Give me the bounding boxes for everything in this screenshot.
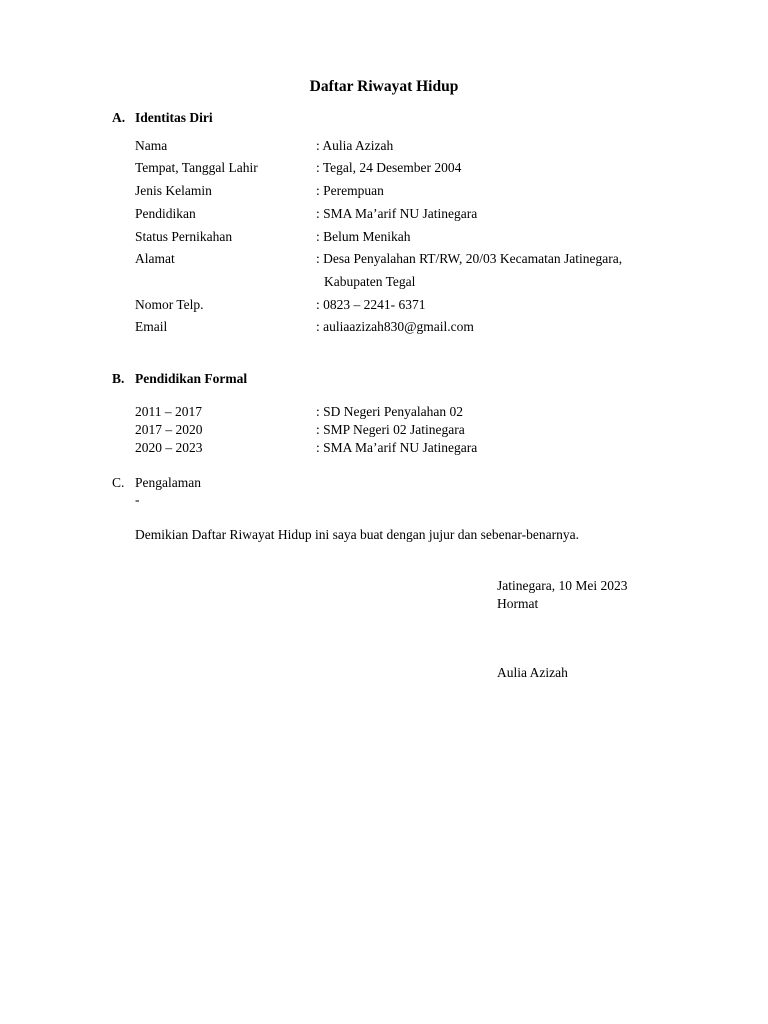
row-label: Pendidikan — [135, 206, 196, 221]
row-label: Email — [135, 319, 168, 334]
section-b-title: Pendidikan Formal — [135, 371, 248, 386]
row-label: Nomor Telp. — [135, 297, 204, 312]
row-value: : Belum Menikah — [316, 229, 411, 244]
signature-name: Aulia Azizah — [497, 665, 568, 680]
row-value: : Perempuan — [316, 183, 384, 198]
experience-content: - — [135, 492, 140, 507]
row-label: Alamat — [135, 251, 175, 266]
row-value: : auliaazizah830@gmail.com — [316, 319, 474, 334]
section-a-heading — [112, 110, 213, 126]
address-continuation: Kabupaten Tegal — [324, 274, 416, 289]
section-b-heading — [112, 371, 247, 387]
signature-regards: Hormat — [497, 596, 539, 611]
section-c-letter: C. — [112, 475, 125, 490]
row-label: 2011 – 2017 — [135, 404, 202, 419]
row-value: : 0823 – 2241- 6371 — [316, 297, 426, 312]
section-a-letter: A. — [112, 110, 126, 125]
row-label: Status Pernikahan — [135, 229, 233, 244]
row-label: 2017 – 2020 — [135, 422, 203, 437]
row-label: Tempat, Tanggal Lahir — [135, 160, 258, 175]
section-c-heading — [112, 475, 201, 491]
document-title: Daftar Riwayat Hidup — [309, 78, 459, 95]
row-value: : Tegal, 24 Desember 2004 — [316, 160, 462, 175]
section-c-title: Pengalaman — [135, 475, 201, 490]
row-label: Nama — [135, 138, 168, 153]
closing-statement: Demikian Daftar Riwayat Hidup ini saya buat dengan jujur dan sebenar-benarnya. — [135, 527, 579, 542]
row-value: : Aulia Azizah — [316, 138, 394, 153]
signature-place-date: Jatinegara, 10 Mei 2023 — [497, 578, 628, 593]
row-value: : SD Negeri Penyalahan 02 — [316, 404, 463, 419]
row-value: : SMA Ma’arif NU Jatinegara — [316, 206, 478, 221]
row-value: : SMP Negeri 02 Jatinegara — [316, 422, 465, 437]
row-label: Jenis Kelamin — [135, 183, 212, 198]
section-a-title: Identitas Diri — [135, 110, 213, 125]
row-label: 2020 – 2023 — [135, 440, 203, 455]
row-value: : SMA Ma’arif NU Jatinegara — [316, 440, 478, 455]
section-b-letter: B. — [112, 371, 125, 386]
row-value: : Desa Penyalahan RT/RW, 20/03 Kecamatan Jatinegara, — [316, 251, 623, 266]
